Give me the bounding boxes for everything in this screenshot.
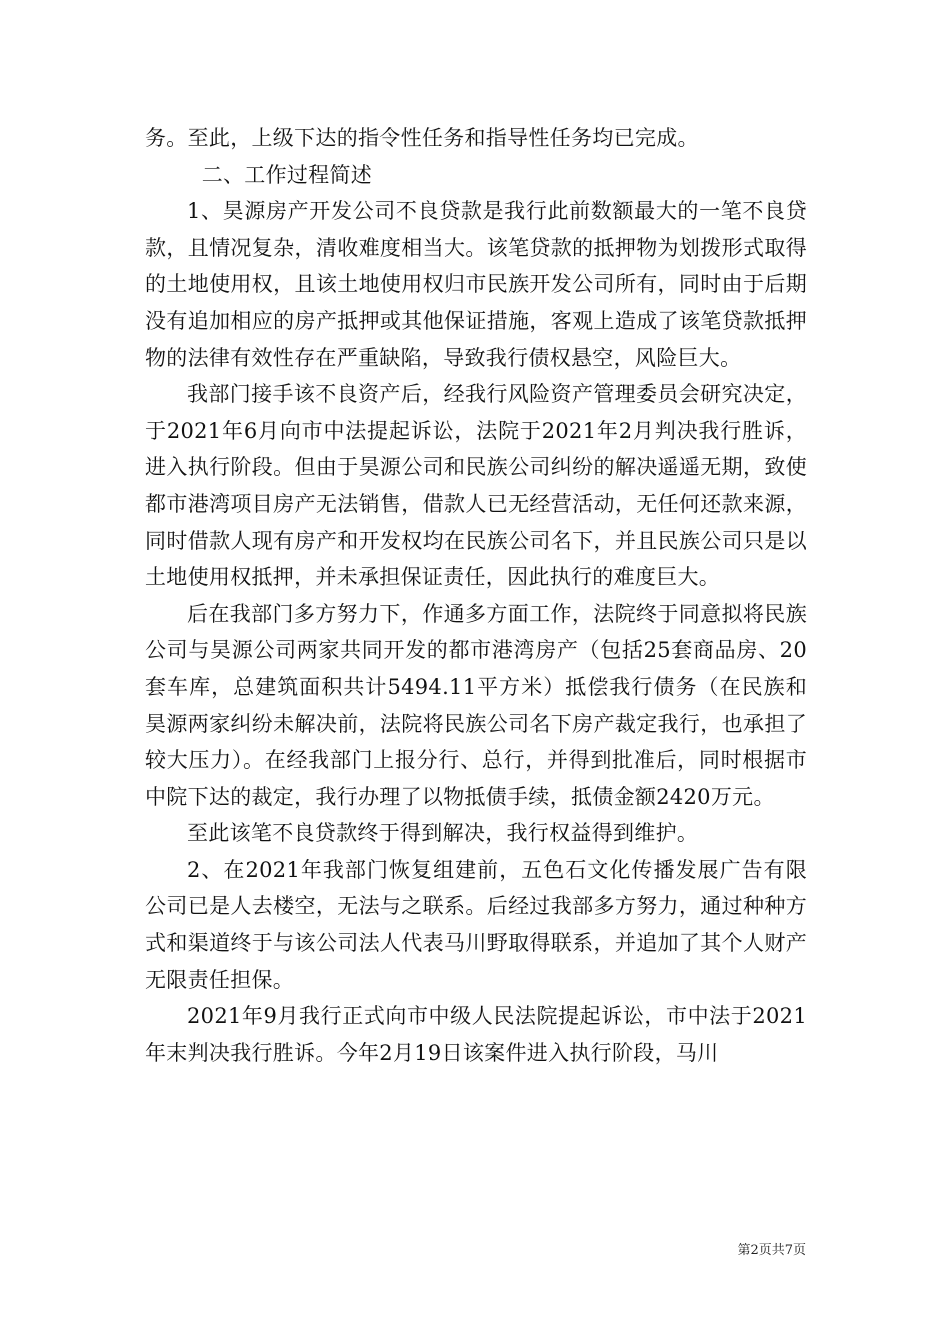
paragraph-litigation: 我部门接手该不良资产后，经我行风险资产管理委员会研究决定，于2021年6月向市中法提起诉讼，法院于2021年2月判决我行胜诉，进入执行阶段。但由于昊源公司和民族公司纠纷的解决遥遥无期，致使都市港湾项目房产无法销售，借款人已无经营活动，无任何还款来源，同时借款人现有房产和开发权均在民族公司名下，并且民族公司只是以土地使用权抵押，并未承担保证责任，因此执行的难度巨大。 xyxy=(145,382,807,590)
document-body xyxy=(145,120,807,1071)
paragraph-continuation: 务。至此，上级下达的指令性任务和指导性任务均已完成。 xyxy=(145,126,699,150)
paragraph-lawsuit-2021: 2021年9月我行正式向市中级人民法院提起诉讼，市中法于2021年末判决我行胜诉。今年2月19日该案件进入执行阶段，马川 xyxy=(145,1004,807,1065)
paragraph-resolved: 至此该笔不良贷款终于得到解决，我行权益得到维护。 xyxy=(187,821,699,846)
page-number: 第2页共7页 xyxy=(737,1243,806,1258)
paragraph-settlement: 后在我部门多方努力下，作通多方面工作，法院终于同意拟将民族公司与昊源公司两家共同开发的都市港湾房产（包括25套商品房、20套车库，总建筑面积共计5494.11平方米）抵偿我行债务（在民族和昊源两家纠纷未解决前，法院将民族公司名下房产裁定我行，也承担了较大压力）。在经我部门上报分行、总行，并得到批准后，同时根据市中院下达的裁定，我行办理了以物抵债手续，抵债金额2420万元。 xyxy=(145,601,807,809)
section-heading: 二、工作过程简述 xyxy=(201,162,373,187)
paragraph-item-2: 2、在2021年我部门恢复组建前，五色石文化传播发展广告有限公司已是人去楼空，无法与之联系。后经过我部多方努力，通过种种方式和渠道终于与该公司法人代表马川野取得联系，并追加了其个人财产无限责任担保。 xyxy=(145,857,807,992)
paragraph-item-1: 1、昊源房产开发公司不良贷款是我行此前数额最大的一笔不良贷款，且情况复杂，清收难度相当大。该笔贷款的抵押物为划拨形式取得的土地使用权，且该土地使用权归市民族开发公司所有，同时由于后期没有追加相应的房产抵押或其他保证措施，客观上造成了该笔贷款抵押物的法律有效性存在严重缺陷，导致我行债权悬空，风险巨大。 xyxy=(145,199,807,370)
